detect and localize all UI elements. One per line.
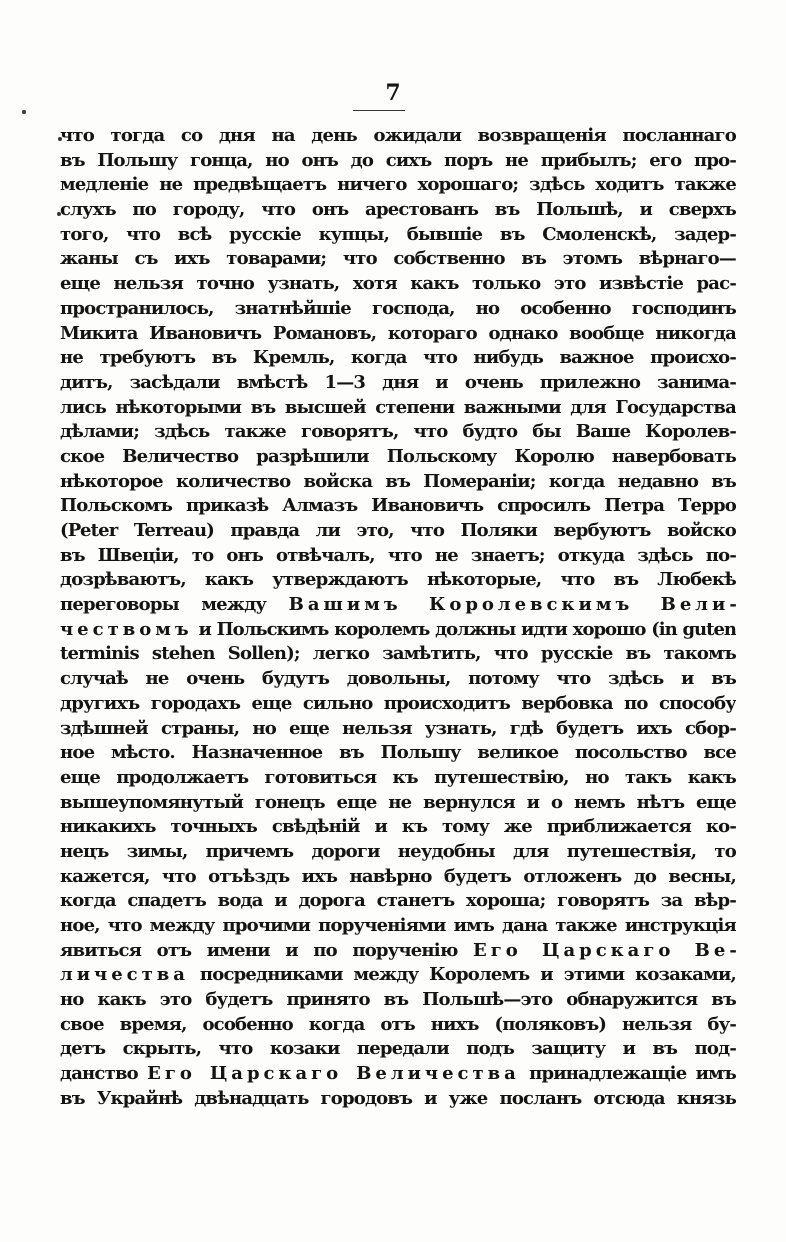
text-line: ное, что между прочими порученіями имъ дана также инструкція [60,915,736,936]
margin-mark [22,110,26,114]
text-line: вышеупомянутый гонецъ еще не вернулся и о немъ нѣтъ еще [60,791,736,813]
text-run: посредниками между Королемъ и этими козаками, [188,964,736,986]
text-line: дѣлами; здѣсь также говорятъ, что будто бы Ваше Королев- [60,421,736,443]
text-line: здѣшней страны, но еще нельзя узнать, гдѣ будетъ ихъ сбор- [60,717,736,739]
text-line: (Peter Terreau) правда ли это, что Поляки вербуютъ войско [60,520,736,541]
text-line: ское Величество разрѣшили Польскому Королю навербовать [60,445,736,467]
spaced-emphasis: Вашимъ Королевскимъ Вели [288,594,730,616]
text-line [60,939,736,964]
spaced-emphasis: чествомъ [60,618,193,640]
page-number: 7 [385,80,401,106]
text-line: Микита Ивановичъ Романовъ, котораго однако вообще никогда [60,322,736,344]
text-line: въ Украйнѣ двѣнадцать городовъ и уже посланъ отсюда князь [60,1087,736,1109]
page-number-rule [353,110,405,111]
text-line: другихъ городахъ еще сильно происходитъ вербовка по способу [60,692,736,714]
text-run: и Польскимъ королемъ должны идти хорошо (in guten [192,618,736,640]
text-line: случаѣ не очень будутъ довольны, потому что здѣсь и въ [60,668,736,690]
text-line: еще продолжаетъ готовиться къ путешествію, но такъ какъ [60,766,736,788]
text-line: дозрѣваютъ, какъ утверждаютъ нѣкоторые, что въ Любекѣ [60,569,736,591]
text-line: кажется, что отъѣздъ ихъ навѣрно будетъ отложенъ до весны, [60,865,736,887]
text-run: принадлежащіе имъ [519,1063,736,1085]
text-line [60,593,736,618]
spaced-emphasis: Его Царскаго Величества [147,1063,520,1085]
text-line: пространилось, знатнѣйшіе господа, но особенно господинъ [60,297,736,319]
text-line: нецъ зимы, причемъ дороги неудобны для путешествія, то [60,840,736,862]
text-line: когда спадетъ вода и дорога станетъ хороша; говорятъ за вѣр- [60,890,736,912]
spaced-emphasis: личества [60,964,189,986]
text-line: но какъ это будетъ принято въ Польшѣ—это обнаружится въ [60,989,736,1011]
text-line [60,1062,736,1087]
text-line: terminis stehen Sollen); легко замѣтить, что русскіе въ такомъ [60,643,736,665]
text-line: не требуютъ въ Кремль, когда что нибудь важное происхо- [60,347,736,369]
body-text [60,124,736,1112]
text-run: - [729,939,736,961]
text-line: никакихъ точныхъ свѣдѣній и къ тому же приближается ко- [60,816,736,838]
text-run: переговоры между [60,594,289,616]
text-run: явиться отъ имени и по порученію [60,939,473,961]
text-line: слухъ по городу, что онъ арестованъ въ Польшѣ, и сверхъ [60,199,736,221]
text-line: въ Польшу гонца, но онъ до сихъ поръ не прибылъ; его про- [60,149,736,171]
text-run: - [729,594,736,616]
text-run: данство [60,1063,148,1085]
text-line [60,963,736,988]
text-line [60,618,736,643]
text-line: свое время, особенно когда отъ нихъ (поляковъ) нельзя бу- [60,1013,736,1035]
text-line: ное мѣсто. Назначенное въ Польшу великое посольство все [60,742,736,764]
text-line: что тогда со дня на день ожидали возвращенія посланнаго [60,125,736,146]
text-line: лись нѣкоторыми въ высшей степени важными для Государства [60,396,736,418]
text-line: еще нельзя точно узнать, хотя какъ только это извѣстіе рас- [60,273,736,295]
text-line: нѣкоторое количество войска въ Помераніи; когда недавно въ [60,470,736,492]
text-line: медленіе не предвѣщаетъ ничего хорошаго; здѣсь ходитъ также [60,174,736,196]
spaced-emphasis: Его Царскаго Ве [473,939,730,961]
text-line: Польскомъ приказѣ Алмазъ Ивановичъ спросилъ Петра Терро [60,495,736,517]
text-line: детъ скрыть, что козаки передали подъ защиту и въ под- [60,1038,736,1060]
text-line: дитъ, засѣдали вмѣстѣ 1—3 дня и очень прилежно занима- [60,371,736,393]
text-line: того, что всѣ русскіе купцы, бывшіе въ Смоленскѣ, задер- [60,223,736,245]
text-line: жаны съ ихъ товарами; что собственно въ этомъ вѣрнаго— [60,248,736,270]
text-line: въ Швеціи, то онъ отвѣчалъ, что не знаетъ; откуда здѣсь по- [60,544,736,566]
